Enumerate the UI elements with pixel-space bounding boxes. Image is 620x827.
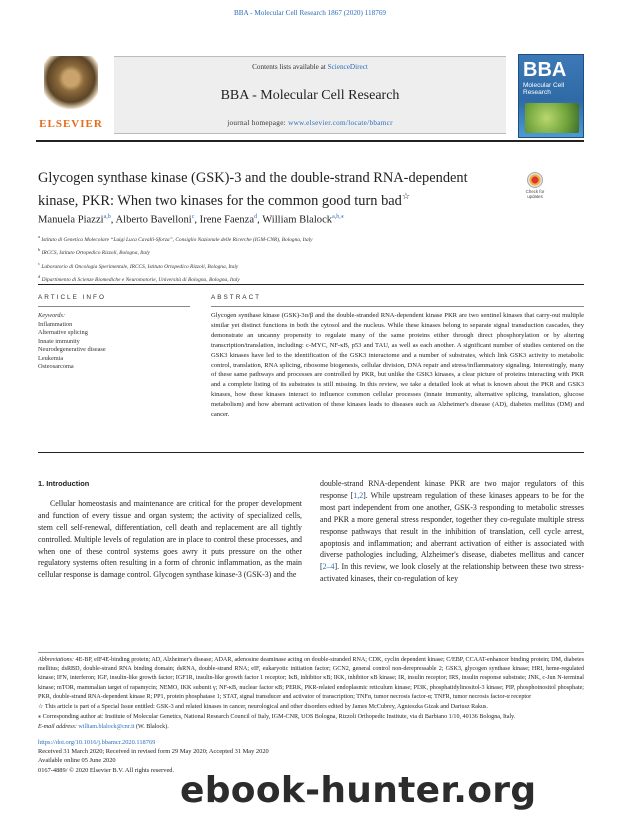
keyword-item: Osteosarcoma	[38, 363, 74, 371]
abbreviations-label: Abbreviations:	[38, 657, 74, 663]
correspondence-footnote: ⁎ Corresponding author at: Institute of Molecular Genetics, National Research Council of Italy, IGM-CNR, UOS Bologna, Rizzoli Orthopedic Institute, via di Barbiano 1/10, 40136 Bologna, Italy.	[38, 714, 516, 721]
affiliation-item	[38, 245, 578, 258]
check-for-updates-badge[interactable]	[520, 172, 550, 204]
sciencedirect-link[interactable]: ScienceDirect	[327, 63, 368, 71]
copyright-line: 0167-4889/ © 2020 Elsevier B.V. All rights reserved.	[38, 766, 175, 774]
journal-banner	[114, 56, 506, 134]
journal-cover-image[interactable]	[518, 54, 584, 138]
affiliation-mark: b	[38, 247, 41, 253]
citation-link[interactable]: 2–4	[322, 562, 335, 572]
email-suffix: (W. Blalock).	[134, 724, 169, 731]
article-title	[38, 170, 508, 210]
cover-illustration	[525, 103, 579, 133]
abbreviations-text: 4E-BP, eIF4E-binding protein; AD, Alzheimer's disease; ADAR, adenosine deaminase acting on double-stranded RNA; CDK, cyclin dependent kinase; C/EBP, CCAAT-enhancer binding protein; DM, diabetes mellitus; dsRBD, double-strand RNA binding domain; dsRNA, double-strand RNA; eIF, eukaryotic initiation factor; GCN2, general control non-derepressable 2; GSK3, glycogen synthase kinase; HRI, heme-regulated kinase; IFN, interferon; IGF, insulin-like growth factor; IGF1R, insulin-like growth factor 1 receptor; IκB, inhibitor κB; IKK, inhibitor κB kinase; IR, insulin receptor; IRS, insulin response substrate; JNK, c-Jun N-terminal kinase; mTOR, mammalian target of rapamycin; NEMO, IKK subunit γ; NF-κB, nuclear factor κB; PERK, PKR-related endoplasmic reticulum kinase; PI3K, phosphatidylinositol-3 kinase; PIP, phosphoinositol phosphate; PKR, double-strand RNA-dependent kinase R; PP1, protein phosphatase 1; STAT, signal transducer and activator of transcription; TNFα, tumor necrosis factor-α; TNFR, tumor necrosis factor-α receptor	[38, 657, 584, 700]
contents-prefix: Contents lists available at	[252, 63, 328, 71]
affiliation-text: Istituto di Genetica Molecolare “Luigi Luca Cavalli-Sforza”, Consiglio Nazionale delle Ricerche (IGM-CNR), Bologna, Italy	[41, 236, 313, 243]
paragraph-text: double-strand RNA-dependent kinase PKR are two major regulators of this response [	[320, 479, 584, 500]
title-footnote-star[interactable]: ☆	[401, 190, 410, 201]
footnote-divider	[38, 652, 584, 653]
paragraph-text: ]. While upstream regulation of these kinases appears to be for the most part independent from one another, GSK-3 responding to metabolic stresses and PKR a more general stress responder, together they co-regulate multiple stress response pathways that result in the inhibition of translation, cell cycle arrest, apoptosis and inflammation; and aberrant activation of either is associated with diverse pathologies including, Alzheimer's disease, diabetes mellitus and cancer [	[320, 490, 584, 572]
author-marks[interactable]: a,b	[103, 214, 111, 220]
author-marks[interactable]: a,b,⁎	[332, 214, 344, 220]
affiliation-text: Laboratorio di Oncologia Sperimentale, IRCCS, Istituto Ortopedico Rizzoli, Bologna, Italy	[41, 263, 239, 270]
body-column-right	[320, 478, 584, 585]
keyword-item: Leukemia	[38, 354, 64, 362]
email-footnote	[38, 723, 584, 732]
keyword-item: Inflammation	[38, 321, 73, 328]
keyword-list	[38, 321, 188, 371]
homepage-prefix: journal homepage:	[227, 119, 289, 127]
abbreviations-footnote	[38, 656, 584, 702]
available-online: Available online 05 June 2020	[38, 757, 116, 765]
affiliation-text: IRCCS, Istituto Ortopedico Rizzoli, Bologna, Italy	[41, 250, 151, 257]
elsevier-tree-icon	[44, 56, 98, 112]
check-updates-icon	[527, 172, 543, 188]
paragraph-text: ]. In this review, we look closely at the relationship between these two stress-activated kinases, their co-regulation of key	[320, 562, 584, 584]
affiliation-mark: d	[38, 273, 41, 279]
author-marks[interactable]: d	[254, 214, 258, 220]
check-updates-label: Check for updates	[525, 189, 545, 199]
article-info-heading: ARTICLE INFO	[38, 294, 106, 301]
homepage-line	[114, 119, 506, 127]
keyword-item: Innate immunity	[38, 337, 80, 345]
affiliation-mark: c	[38, 260, 40, 266]
journal-citation-line[interactable]: BBA - Molecular Cell Research 1867 (2020) 118769	[233, 9, 387, 17]
section-heading: 1. Introduction	[38, 479, 90, 488]
body-paragraph: Cellular homeostasis and maintenance are critical for the proper development and function of every tissue and organ system; the activity of specialized cells, stem cell self-renewal, differentiation, cell death and replacement are all tightly controlled. Multiple levels of regulation are in place to control these processes, and when one of these control systems goes awry it puts pressure on the other regulatory systems often resulting in a form of chronic inflammation, as the main cellular response is damage control. Glycogen synthase kinase-3 (GSK-3) and the	[38, 498, 302, 580]
front-matter-divider	[38, 284, 584, 285]
author-list: Manuela Piazzi$^{a,b}$, Alberto Bavelloni$^c$, Irene Faenza$^d$, William Blalock$^{a,b,⁎}$	[38, 214, 344, 226]
author-name[interactable]: William Blalock	[262, 214, 333, 226]
journal-header	[36, 56, 584, 136]
received-dates: Received 31 March 2020; Received in revised form 29 May 2020; Accepted 31 May 2020	[38, 748, 269, 756]
elsevier-logo[interactable]	[36, 56, 106, 132]
affiliation-text: Dipartimento di Scienze Biomediche e Neuromotorie, Università di Bologna, Bologna, Italy	[41, 276, 240, 283]
keyword-item: Neurodegenerative disease	[38, 346, 106, 354]
author-name[interactable]: Manuela Piazzi	[38, 214, 104, 226]
email-link[interactable]: william.blalock@cnr.it	[78, 724, 135, 731]
affiliation-mark: a	[38, 234, 40, 239]
abstract-text: Glycogen synthase kinase (GSK)-3α/β and the double-stranded RNA-dependent kinase PKR are two sentinel kinases that carry-out multiple similar yet distinct functions in both the cytosol and the nucleus. While these kinases belong to separate signal transduction cascades, they demonstrate an uncanny propensity to regulate many of the same proteins either through direct phosphorylation or by altering transcription/translation, including: c-MYC, NF-κB, p53 and TAU, as well as each another. A significant number of studies centered on the GSK3 kinases have led to the identification of the GSK3 interactome and a number of substrates, which link GSK3 activity to metabolic control, translation, RNA splicing, ribosome biogenesis, cellular division, DNA repair and stress/inflammatory signaling. Interestingly, many of these same pathways and processes are controlled by PKR, but unlike the GSK3 kinases, a clear picture of proteins interacting with PKR and a complete listing of its substrates is still missing. In this review, we take a detailed look at what is known about the PKR and GSK3 kinases, how these kinases interact to influence common cellular processes (innate immunity, alternative splicing, translation, glucose metabolism) and how aberrant activation of these kinases leads to diseases such as Alzheimer's disease (AD), diabetes mellitus (DM) and cancer.	[211, 312, 584, 419]
journal-title: BBA - Molecular Cell Research	[220, 88, 400, 103]
cover-subtitle: Molecular Cell Research	[523, 82, 565, 97]
article-info-rule	[38, 306, 190, 307]
doi-link[interactable]: https://doi.org/10.1016/j.bbamcr.2020.118769	[38, 739, 156, 746]
author-marks[interactable]: c	[191, 214, 195, 220]
affiliation-list	[38, 232, 578, 285]
body-divider	[38, 452, 584, 453]
contents-line	[114, 63, 506, 71]
affiliation-item	[38, 259, 578, 272]
article-title-text: Glycogen synthase kinase (GSK)-3 and the double-strand RNA-dependent kinase, PKR: When two kinases for the common good turn bad	[38, 170, 468, 209]
abstract-heading: ABSTRACT	[211, 294, 262, 301]
author-name[interactable]: Alberto Bavelloni	[115, 214, 192, 226]
publisher-name: ELSEVIER	[39, 118, 103, 130]
cover-title: BBA	[523, 59, 567, 81]
email-label: E-mail address:	[38, 724, 79, 731]
keyword-item: Alternative splicing	[38, 329, 88, 337]
special-issue-footnote: ☆ This article is part of a Special Issue entitled: GSK-3 and related kinases in cancer, neurological and other disorders edited by James McCubrey, Agnieszka Gizak and Dariusz Rakus.	[38, 704, 488, 711]
footnotes	[38, 656, 584, 734]
watermark-text: ebook-hunter.org	[180, 770, 537, 811]
abstract-rule	[211, 306, 584, 307]
header-divider	[36, 140, 584, 142]
author-name[interactable]: Irene Faenza	[199, 214, 255, 226]
affiliation-item	[38, 232, 578, 245]
body-column-left	[38, 478, 302, 581]
citation-link[interactable]: 1,2	[353, 490, 364, 500]
keywords-label: Keywords:	[38, 312, 66, 319]
homepage-link[interactable]: www.elsevier.com/locate/bbamcr	[288, 119, 393, 127]
body-paragraph-continued	[320, 478, 584, 585]
